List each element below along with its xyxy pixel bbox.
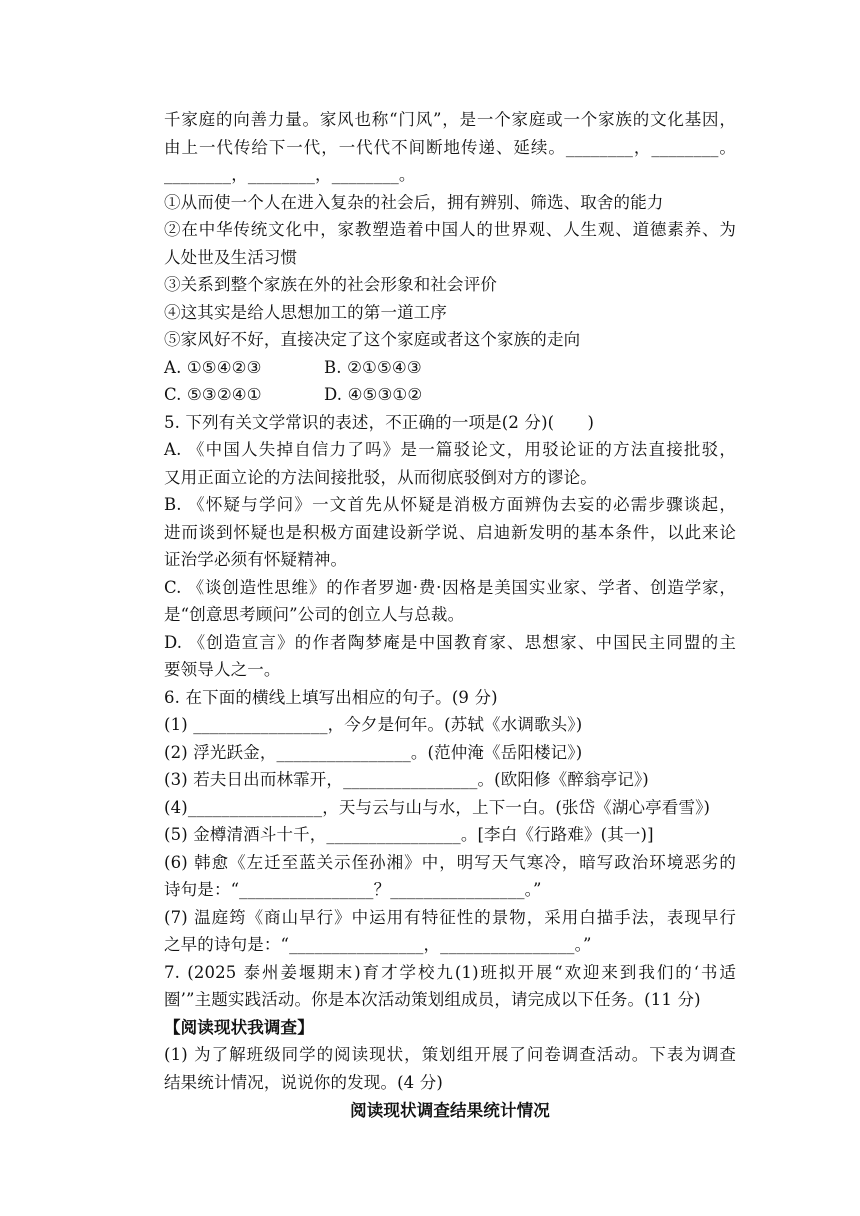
q6-stem: 6. 在下面的横线上填写出相应的句子。(9 分) (164, 687, 498, 707)
q5-option-b-cont: 进而谈到怀疑也是积极方面建设新学说、启迪新发明的基本条件，以此来论 (164, 522, 736, 542)
q4-options-row-2 (164, 381, 736, 409)
q6-item-3: (3) 若夫日出而林霏开，________________。(欧阳修《醉翁亭记》) (164, 770, 649, 789)
sentence-5: ⑤家风好不好，直接决定了这个家庭或者这个家族的走向 (164, 330, 581, 349)
q6-item-5: (5) 金樽清酒斗十千，________________。[李白《行路难》(其一)] (164, 825, 654, 844)
q6-item-4: (4)________________，天与云与山与水，上下一白。(张岱《湖心亭看雪》) (164, 797, 711, 817)
q5-option-c-cont: 是“创意思考顾问”公司的创立人与总裁。 (164, 605, 465, 624)
q6-item-2: (2) 浮光跃金，________________。(范仲淹《岳阳楼记》) (164, 742, 583, 762)
q5-option-d: D. 《创造宣言》的作者陶梦庵是中国教育家、思想家、中国民主同盟的主 (164, 632, 736, 652)
q6-item-1: (1) ________________，今夕是何年。(苏轼《水调歌头》) (164, 715, 583, 734)
q6-item-6-cont: 诗句是：“________________？________________。” (164, 880, 542, 899)
sentence-2: ②在中华传统文化中，家教塑造着中国人的世界观、人生观、道德素养、为 (164, 220, 736, 239)
passage-line: 由上一代传给下一代，一代代不间断地传递、延续。________，________。 (164, 137, 736, 157)
q4-option-b: B. ②①⑤④③ (324, 357, 422, 377)
q4-option-d: D. ④⑤③①② (324, 385, 423, 404)
page-content (164, 106, 736, 1125)
q6-item-6: (6) 韩愈《左迁至蓝关示侄孙湘》中，明写天气寒冷，暗写政治环境恶劣的 (164, 852, 736, 872)
q5-option-b: B. 《怀疑与学问》一文首先从怀疑是消极方面辨伪去妄的必需步骤谈起， (164, 495, 736, 514)
table-title: 阅读现状调查结果统计情况 (350, 1101, 550, 1120)
q7-stem: 7. (2025 泰州姜堰期末)育才学校九(1)班拟开展“欢迎来到我们的‘书适 (164, 962, 736, 982)
passage-line: 千家庭的向善力量。家风也称“门风”，是一个家庭或一个家族的文化基因， (164, 110, 736, 129)
q6-item-7-cont: 之早的诗句是：“________________，________________。” (164, 935, 592, 954)
q5-option-a-cont: 又用正面立论的方法间接批驳，从而彻底驳倒对方的谬论。 (164, 467, 597, 487)
q7-stem-cont: 圈’”主题实践活动。你是本次活动策划组成员，请完成以下任务。(11 分) (164, 990, 701, 1009)
q4-options-row-1 (164, 354, 736, 382)
q4-option-a: A. ①⑤④②③ (164, 357, 262, 377)
q4-option-c: C. ⑤③②④① (164, 385, 262, 404)
sentence-3: ③关系到整个家族在外的社会形象和社会评价 (164, 275, 497, 294)
q7-subquestion-1: (1) 为了解班级同学的阅读现状，策划组开展了问卷调查活动。下表为调查 (164, 1045, 736, 1064)
q5-option-a: A. 《中国人失掉自信力了吗》是一篇驳论文，用驳论证的方法直接批驳， (164, 440, 736, 459)
q7-subquestion-1-cont: 结果统计情况，说说你的发现。(4 分) (164, 1072, 443, 1092)
sentence-2-cont: 人处世及生活习惯 (164, 247, 298, 267)
q6-item-7: (7) 温庭筠《商山早行》中运用有特征性的景物，采用白描手法，表现早行 (164, 907, 736, 927)
q5-option-c: C. 《谈创造性思维》的作者罗迦·费·因格是美国实业家、学者、创造学家， (164, 577, 736, 597)
passage-line: ________，________，________。 (164, 165, 416, 184)
q5-option-b-cont: 证治学必须有怀疑精神。 (164, 550, 348, 569)
q7-section-heading: 【阅读现状我调查】 (164, 1017, 314, 1037)
q5-stem: 5. 下列有关文学常识的表述，不正确的一项是(2 分)( ) (164, 412, 595, 432)
sentence-4: ④这其实是给人思想加工的第一道工序 (164, 302, 448, 322)
q5-option-d-cont: 要领导人之一。 (164, 660, 281, 679)
sentence-1: ①从而使一个人在进入复杂的社会后，拥有辨别、筛选、取舍的能力 (164, 192, 664, 212)
